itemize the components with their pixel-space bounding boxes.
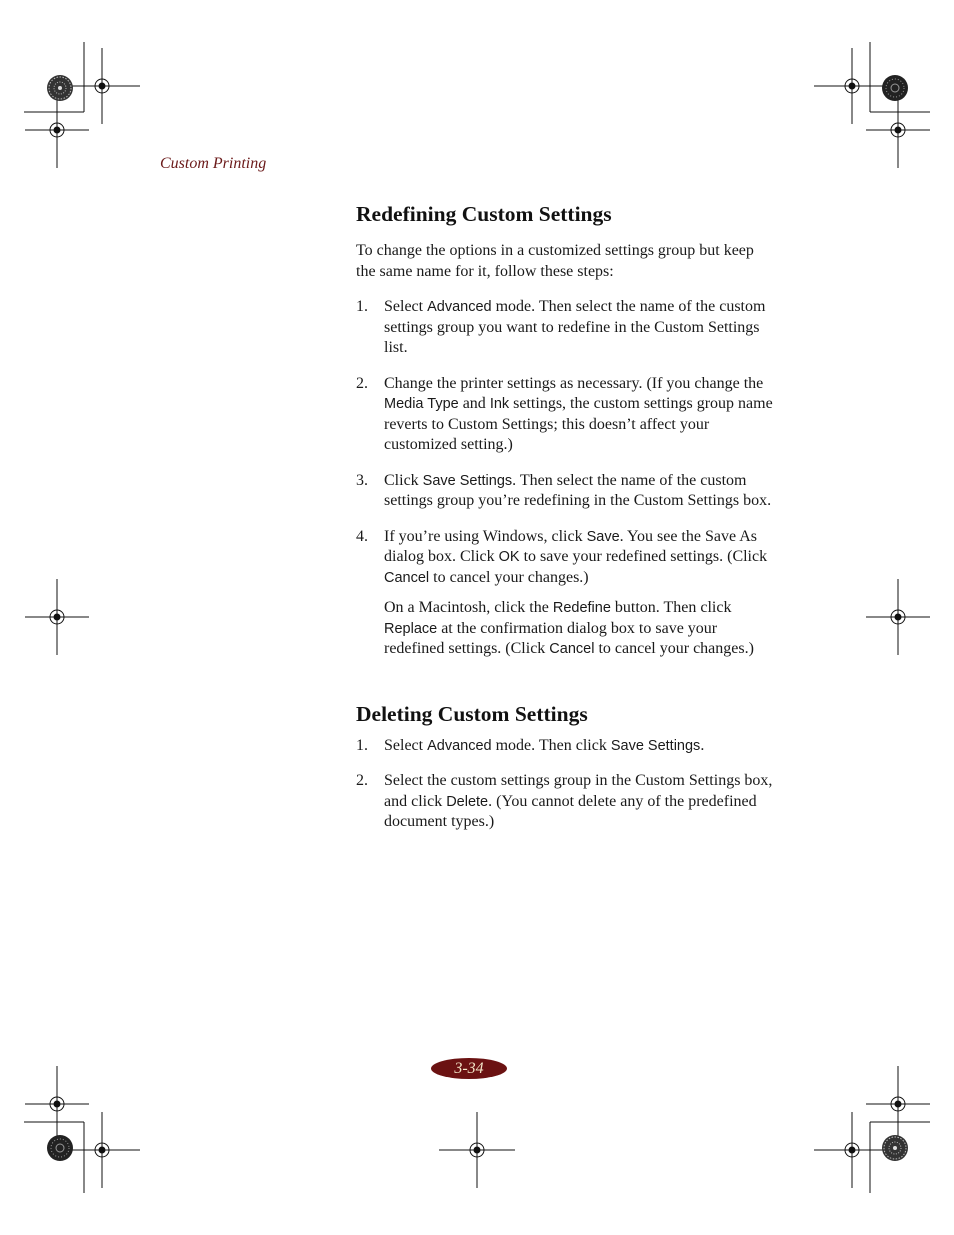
step-text-part: . [700,736,705,754]
section-deleting [356,698,776,833]
page-content [356,198,776,833]
steps-list [356,736,776,833]
list-item [356,374,776,456]
step-text-part: On a Macintosh, click the [384,599,553,616]
step-text-part: and [458,395,490,412]
step-text-part: . Then select the name of the custom settings group you’re redefining in the Custom Settings box. [384,471,772,509]
step-text [384,374,776,456]
step-text-part: Select [384,298,428,315]
ui-term: Save [586,528,620,545]
ui-term: Media Type [384,396,459,412]
page-number-badge: 3-34 [431,1058,507,1079]
step-text-part: mode. Then click [491,736,611,754]
step-text-part: settings, the custom settings group name reverts to Custom Settings; this doesn’t affect your customized setting.) [384,395,773,453]
ui-term: Save Settings [610,737,701,754]
step-extra-paragraph [384,598,776,660]
ui-term: Replace [384,620,438,637]
intro-paragraph: To change the options in a customized settings group but keep the same name for it, follow these steps: [356,242,754,280]
steps-list [356,297,776,660]
list-item [356,471,776,512]
step-text [384,736,776,757]
step-text [384,471,776,512]
step-text-part: to save your redefined settings. (Click [519,548,768,565]
list-item [356,771,776,833]
step-number: 2. [356,772,368,789]
step-text-part: Click [384,471,423,489]
section-redefining [356,198,776,660]
step-text-part: . (You cannot delete any of the predefined document types.) [384,792,757,830]
ui-term: Advanced [427,299,492,315]
ui-term: Cancel [549,641,595,657]
section-title: Redefining Custom Settings [356,202,612,226]
step-text-part: Change the printer settings as necessary. (If you change the [384,374,764,392]
step-text [384,771,776,833]
list-item [356,527,776,660]
step-text-part: to cancel your changes.) [594,640,754,657]
ui-term: Redefine [552,600,611,616]
step-text-part: button. Then click [610,599,732,616]
step-text [384,297,776,359]
ui-term: Ink [489,396,510,412]
step-text-part: at the confirmation dialog box to save your redefined settings. (Click [384,619,718,657]
step-number: 2. [356,374,368,392]
list-item [356,297,776,359]
running-header: Custom Printing [160,155,267,172]
step-text [384,527,776,660]
ui-term: Delete [446,793,489,810]
ui-term: Advanced [427,737,492,754]
step-text-part: to cancel your changes.) [429,568,589,586]
step-number: 3. [356,471,368,489]
step-text-part: mode. Then select the name of the custom settings group you want to redefine in the Custom Settings list. [384,298,766,356]
step-paragraph [384,528,767,586]
ui-term: Cancel [384,569,430,586]
step-text-part: Select [384,736,428,754]
step-text-part: Select the custom settings group in the Custom Settings box, and click [384,772,773,810]
step-text-part: . You see the Save As dialog box. Click [384,527,757,565]
section-title: Deleting Custom Settings [356,701,588,726]
step-number: 1. [356,298,368,315]
list-item [356,736,776,757]
step-number: 4. [356,527,368,545]
ui-term: OK [498,549,520,565]
step-text-part: If you’re using Windows, click [384,527,587,545]
step-number: 1. [356,736,368,754]
ui-term: Save Settings [422,472,513,489]
